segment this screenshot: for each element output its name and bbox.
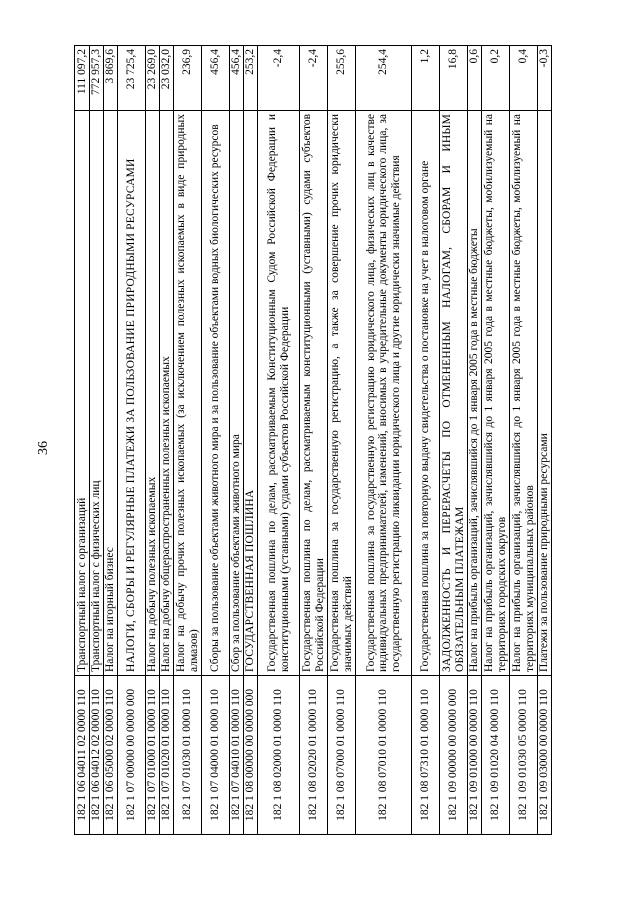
table-row	[356, 46, 412, 835]
table-row	[174, 46, 202, 835]
budget-classification-code: 182 1 08 07010 01 0000 110	[356, 676, 412, 835]
table-row	[118, 46, 146, 835]
table-row	[258, 46, 300, 835]
budget-classification-code: 182 1 08 07310 01 0000 110	[412, 676, 440, 835]
amount-value: 456,4	[230, 46, 244, 111]
budget-classification-code: 182 1 09 01020 04 0000 110	[482, 676, 510, 835]
table-row	[146, 46, 160, 835]
revenue-item-name: Транспортный налог с физических лиц	[90, 111, 104, 676]
amount-value: 254,4	[356, 46, 412, 111]
table-row	[440, 46, 468, 835]
budget-classification-code: 182 1 07 01020 01 0000 110	[160, 676, 174, 835]
table-row	[244, 46, 258, 835]
amount-value: 23 725,4	[118, 46, 146, 111]
amount-value: 255,6	[328, 46, 356, 111]
revenue-item-name: Налог на добычу прочих полезных ископаемых (за исключением полезных ископаемых в виде природных алмазов)	[174, 111, 202, 676]
revenue-table	[74, 45, 552, 835]
table-row	[468, 46, 482, 835]
amount-value: 0,4	[510, 46, 538, 111]
revenue-item-name: Государственная пошлина за повторную выдачу свидетельства о постановке на учет в налоговом органе	[412, 111, 440, 676]
revenue-item-name: Платежи за пользование природными ресурсами	[538, 111, 552, 676]
amount-value: 3 869,6	[104, 46, 118, 111]
table-row	[75, 46, 90, 835]
page-number: 36	[36, 441, 51, 455]
revenue-item-name: НАЛОГИ, СБОРЫ И РЕГУЛЯРНЫЕ ПЛАТЕЖИ ЗА ПОЛЬЗОВАНИЕ ПРИРОДНЫМИ РЕСУРСАМИ	[118, 111, 146, 676]
budget-classification-code: 182 1 07 01000 01 0000 110	[146, 676, 160, 835]
amount-value: 1,2	[412, 46, 440, 111]
revenue-item-name: Транспортный налог с организаций	[75, 111, 90, 676]
amount-value: 23 269,0	[146, 46, 160, 111]
revenue-item-name: Государственная пошлина по делам, рассматриваемым конституционными (уставными) судами субъектов Российской Федерации	[300, 111, 328, 676]
revenue-item-name: Государственная пошлина за государственную регистрацию юридического лица, физических лиц в качестве индивидуальных предпринимателей, изменений, вносимых в учредительные документы юридического лица, за государственную регистрацию ликвидации юридического лица и другие юридически значимые действия	[356, 111, 412, 676]
budget-classification-code: 182 1 08 07000 01 0000 110	[328, 676, 356, 835]
amount-value: 23 032,0	[160, 46, 174, 111]
amount-value: -2,4	[300, 46, 328, 111]
revenue-item-name: Налог на добычу общераспространенных полезных ископаемых	[160, 111, 174, 676]
revenue-table-body	[75, 46, 552, 835]
table-row	[202, 46, 230, 835]
budget-classification-code: 182 1 09 01000 00 0000 110	[468, 676, 482, 835]
amount-value: 0,2	[482, 46, 510, 111]
budget-classification-code: 182 1 06 04012 02 0000 110	[90, 676, 104, 835]
amount-value: 772 957,3	[90, 46, 104, 111]
revenue-item-name: Государственная пошлина за государственную регистрацию, а также за совершение прочих юридически значимых действий	[328, 111, 356, 676]
budget-classification-code: 182 1 08 02020 01 0000 110	[300, 676, 328, 835]
budget-classification-code: 182 1 08 02000 01 0000 110	[258, 676, 300, 835]
amount-value: -0,3	[538, 46, 552, 111]
table-row	[328, 46, 356, 835]
budget-classification-code: 182 1 07 01030 01 0000 110	[174, 676, 202, 835]
revenue-item-name: Налог на добычу полезных ископаемых	[146, 111, 160, 676]
table-row	[412, 46, 440, 835]
budget-classification-code: 182 1 07 04010 01 0000 110	[230, 676, 244, 835]
revenue-item-name: ЗАДОЛЖЕННОСТЬ И ПЕРЕРАСЧЕТЫ ПО ОТМЕНЕННЫМ НАЛОГАМ, СБОРАМ И ИНЫМ ОБЯЗАТЕЛЬНЫМ ПЛАТЕЖАМ	[440, 111, 468, 676]
amount-value: 236,9	[174, 46, 202, 111]
revenue-item-name: Сборы за пользование объектами животного мира и за пользование объектами водных биологических ресурсов	[202, 111, 230, 676]
table-row	[104, 46, 118, 835]
table-row	[300, 46, 328, 835]
table-row	[482, 46, 510, 835]
budget-classification-code: 182 1 06 05000 02 0000 110	[104, 676, 118, 835]
revenue-item-name: Налог на прибыль организаций, зачислявшийся до 1 января 2005 года в местные бюджеты	[468, 111, 482, 676]
rotated-table-container	[74, 45, 609, 835]
amount-value: 16,8	[440, 46, 468, 111]
revenue-item-name: Налог на прибыль организаций, зачислявшийся до 1 января 2005 года в местные бюджеты, мобилизуемый на территориях городских округов	[482, 111, 510, 676]
budget-classification-code: 182 1 09 01030 05 0000 110	[510, 676, 538, 835]
amount-value: 111 097,2	[75, 46, 90, 111]
budget-classification-code: 182 1 07 04000 01 0000 110	[202, 676, 230, 835]
budget-classification-code: 182 1 06 04011 02 0000 110	[75, 676, 90, 835]
table-row	[160, 46, 174, 835]
revenue-item-name: Государственная пошлина по делам, рассматриваемым Конституционным Судом Российской Федерации и конституционными (уставными) судами субъектов Российской Федерации	[258, 111, 300, 676]
revenue-item-name: Сбор за пользование объектами животного мира	[230, 111, 244, 676]
revenue-item-name: Налог на прибыль организаций, зачислявшийся до 1 января 2005 года в местные бюджеты, мобилизуемый на территориях муниципальных районов	[510, 111, 538, 676]
revenue-item-name: Налог на игорный бизнес	[104, 111, 118, 676]
budget-classification-code: 182 1 08 00000 00 0000 000	[244, 676, 258, 835]
budget-classification-code: 182 1 09 00000 00 0000 000	[440, 676, 468, 835]
table-row	[510, 46, 538, 835]
budget-classification-code: 182 1 07 00000 00 0000 000	[118, 676, 146, 835]
budget-classification-code: 182 1 09 03000 00 0000 110	[538, 676, 552, 835]
table-row	[230, 46, 244, 835]
revenue-item-name: ГОСУДАРСТВЕННАЯ ПОШЛИНА	[244, 111, 258, 676]
table-row	[538, 46, 552, 835]
amount-value: 0,6	[468, 46, 482, 111]
amount-value: -2,4	[258, 46, 300, 111]
amount-value: 253,2	[244, 46, 258, 111]
table-row	[90, 46, 104, 835]
amount-value: 456,4	[202, 46, 230, 111]
